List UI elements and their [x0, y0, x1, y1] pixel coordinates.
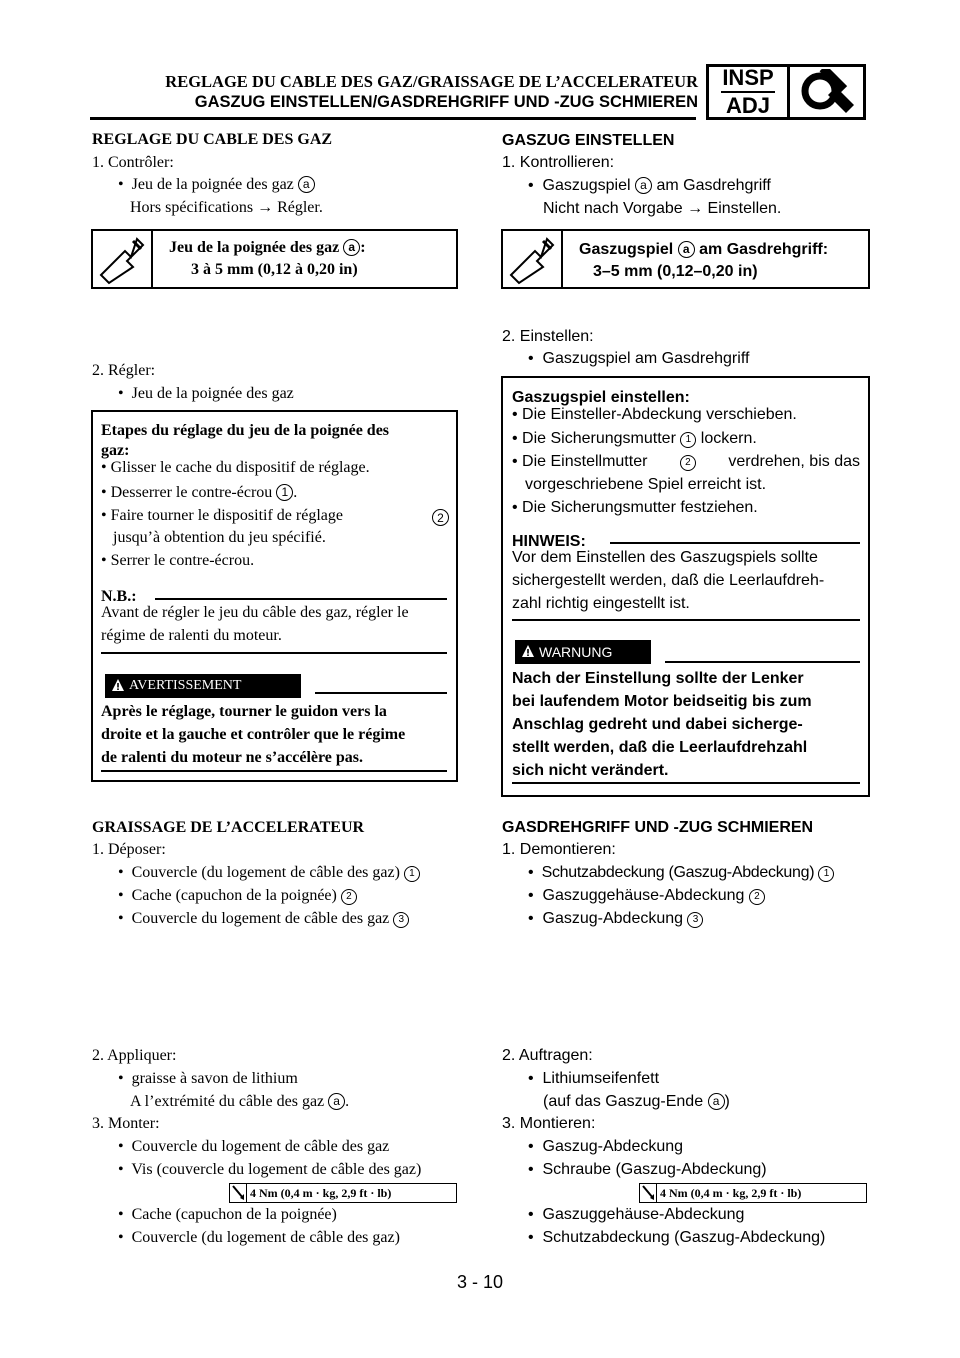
de-warning-line2: bei laufendem Motor beidseitig bis zum — [512, 693, 812, 710]
de-proc-item-2: • Die Sicherungsmutter 1 lockern. — [512, 430, 757, 447]
fr-s2-step2: 2. Appliquer: — [92, 1047, 177, 1064]
fr-s2-mount-1: • Couvercle du logement de câble des gaz — [118, 1138, 390, 1155]
fr-proc-title: Etapes du réglage du jeu de la poignée des — [101, 422, 390, 439]
fr-nb-line1: Avant de régler le jeu du câble des gaz, régler le — [101, 604, 409, 621]
de-torque-spec: 4 Nm (0,4 m · kg, 2,9 ft · lb) — [639, 1183, 867, 1203]
de-proc-item-4: • Die Sicherungsmutter festziehen. — [512, 499, 758, 516]
de-s2-mount-2: • Schraube (Gaszug-Abdeckung) — [528, 1161, 767, 1178]
fr-proc-item-3b: jusqu’à obtention du jeu spécifié. — [113, 529, 326, 546]
fr-warning-line3: de ralenti du moteur ne s’accélère pas. — [101, 749, 364, 766]
fr-warning-line1: Après le réglage, tourner le guidon vers la — [101, 703, 387, 720]
fr-proc-item-1: • Glisser le cache du dispositif de réglage. — [101, 459, 370, 476]
de-s2-mount-3: • Gaszuggehäuse-Abdeckung — [528, 1206, 745, 1223]
fr-torque-spec: 4 Nm (0,4 m · kg, 2,9 ft · lb) — [229, 1183, 457, 1203]
fr-step2: 2. Régler: — [92, 362, 156, 379]
fr-step1-note: Hors spécifications → Régler. — [130, 199, 323, 216]
fr-s2-step1: 1. Déposer: — [92, 841, 166, 858]
fr-step1-item: Jeu de la poignée des gaz — [131, 176, 294, 193]
fr-s2-mount-3: • Cache (capuchon de la poignée) — [118, 1206, 337, 1223]
fr-procedure-box — [91, 410, 458, 782]
de-step1-bullet: • Gaszugspiel a am Gasdrehgriff — [528, 177, 771, 194]
de-step1: 1. Kontrollieren: — [502, 154, 615, 171]
fr-warning-badge: AVERTISSEMENT — [105, 674, 301, 698]
de-warning-line1: Nach der Einstellung sollte der Lenker — [512, 670, 804, 687]
warning-icon — [521, 644, 535, 658]
insp-adj-text — [709, 67, 790, 117]
de-s2-step3: 3. Montieren: — [502, 1115, 596, 1132]
insp-adj-badge — [706, 64, 866, 120]
de-warning-line3: Anschlag gedreht und dabei sicherge- — [512, 716, 803, 733]
fr-spec-box — [91, 229, 458, 289]
fr-s2-mount-2: • Vis (couvercle du logement de câble des gaz) — [118, 1161, 422, 1178]
de-s2-mount-1: • Gaszug-Abdeckung — [528, 1138, 684, 1155]
fr-s2-remove-1: • Couvercle (du logement de câble des gaz) 1 — [118, 862, 420, 884]
ref-a: a — [298, 176, 315, 193]
de-spec-box — [501, 229, 870, 289]
torque-wrench-icon — [230, 1184, 247, 1202]
de-s2-mount-4: • Schutzabdeckung (Gaszug-Abdeckung) — [528, 1229, 826, 1246]
de-s2-remove-2: • Gaszuggehäuse-Abdeckung 2 — [528, 885, 765, 907]
de-proc-item-3: • Die Einstellmutter 2 verdrehen, bis das — [512, 453, 860, 470]
de-s2-step2: 2. Auftragen: — [502, 1047, 593, 1064]
fr-step1: 1. Contrôler: — [92, 154, 174, 171]
de-spec-label: Gaszugspiel a am Gasdrehgriff: — [579, 241, 829, 258]
de-s2-step1: 1. Demontieren: — [502, 841, 616, 858]
fr-nb-label: N.B.: — [101, 588, 137, 605]
de-proc-item-1: • Die Einsteller-Abdeckung verschieben. — [512, 406, 797, 423]
badge-insp: INSP — [722, 65, 774, 90]
de-proc-title: Gaszugspiel einstellen: — [512, 389, 690, 406]
ref-a: a — [343, 239, 360, 256]
fr-warning-line2: droite et la gauche et contrôler que le régime — [101, 726, 406, 743]
warning-icon — [111, 678, 125, 692]
fr-step1-bullet: • Jeu de la poignée des gaz a — [118, 174, 315, 196]
de-section1-title: GASZUG EINSTELLEN — [502, 132, 675, 149]
wrench-inspect-icon — [790, 67, 863, 117]
de-step1-note: Nicht nach Vorgabe → Einstellen. — [543, 200, 782, 217]
fr-s2-mount-4: • Couvercle (du logement de câble des gaz) — [118, 1229, 400, 1246]
de-warning-line4: stellt werden, daß die Leerlaufdrehzahl — [512, 739, 808, 756]
de-section2-title: GASDREHGRIFF UND -ZUG SCHMIEREN — [502, 819, 814, 836]
de-hinweis-label: HINWEIS: — [512, 533, 586, 550]
torque-wrench-icon — [640, 1184, 657, 1202]
caliper-icon — [503, 231, 563, 287]
header-rule — [90, 117, 696, 120]
fr-proc-item-3: • Faire tourner le dispositif de réglage 2 — [101, 505, 449, 527]
de-hinweis-line3: zahl richtig eingestellt ist. — [512, 595, 690, 612]
de-hinweis-line1: Vor dem Einstellen des Gaszugspiels sollte — [512, 549, 818, 566]
fr-s2-remove-2: • Cache (capuchon de la poignée) 2 — [118, 885, 357, 907]
fr-proc-item-2: • Desserrer le contre-écrou 1 . — [101, 484, 298, 501]
de-step2-bullet: • Gaszugspiel am Gasdrehgriff — [528, 350, 750, 367]
page-number: 3 - 10 — [456, 1272, 504, 1292]
de-s2-remove-3: • Gaszug-Abdeckung 3 — [528, 908, 703, 930]
fr-spec-label: Jeu de la poignée des gaz a : — [169, 239, 366, 256]
fr-s2-apply-2: A l’extrémité du câble des gaz a . — [130, 1093, 350, 1110]
de-procedure-box — [501, 376, 870, 797]
de-s2-apply-1: • Lithiumseifenfett — [528, 1070, 660, 1087]
de-step2: 2. Einstellen: — [502, 328, 594, 345]
fr-s2-remove-3: • Couvercle du logement de câble des gaz 3 — [118, 908, 409, 930]
fr-proc-title2: gaz: — [101, 442, 130, 459]
de-s2-remove-1: • Schutzabdeckung (Gaszug-Abdeckung) 1 — [528, 862, 834, 884]
header-title-de: GASZUG EINSTELLEN/GASDREHGRIFF UND -ZUG SCHMIEREN — [194, 93, 698, 111]
caliper-icon — [93, 231, 153, 287]
fr-spec-value: 3 à 5 mm (0,12 à 0,20 in) — [191, 261, 358, 278]
fr-proc-item-4: • Serrer le contre-écrou. — [101, 552, 255, 569]
de-spec-value: 3–5 mm (0,12–0,20 in) — [593, 263, 758, 280]
fr-step2-bullet: • Jeu de la poignée des gaz — [118, 385, 294, 402]
de-warning-line5: sich nicht verändert. — [512, 762, 669, 779]
fr-s2-step3: 3. Monter: — [92, 1115, 160, 1132]
de-proc-item-3b: vorgeschriebene Spiel erreicht ist. — [525, 476, 767, 493]
badge-adj: ADJ — [725, 93, 770, 118]
fr-section2-title: GRAISSAGE DE L’ACCELERATEUR — [92, 819, 365, 836]
de-warning-badge: WARNUNG — [515, 640, 651, 664]
de-hinweis-line2: sichergestellt werden, daß die Leerlaufdreh- — [512, 572, 825, 589]
fr-section1-title: REGLAGE DU CABLE DES GAZ — [92, 131, 333, 148]
fr-nb-line2: régime de ralenti du moteur. — [101, 627, 282, 644]
header-title-fr: REGLAGE DU CABLE DES GAZ/GRAISSAGE DE L’ACCELERATEUR — [165, 72, 698, 91]
fr-s2-apply-1: • graisse à savon de lithium — [118, 1070, 298, 1087]
de-s2-apply-2: (auf das Gaszug-Ende a ) — [543, 1093, 730, 1110]
